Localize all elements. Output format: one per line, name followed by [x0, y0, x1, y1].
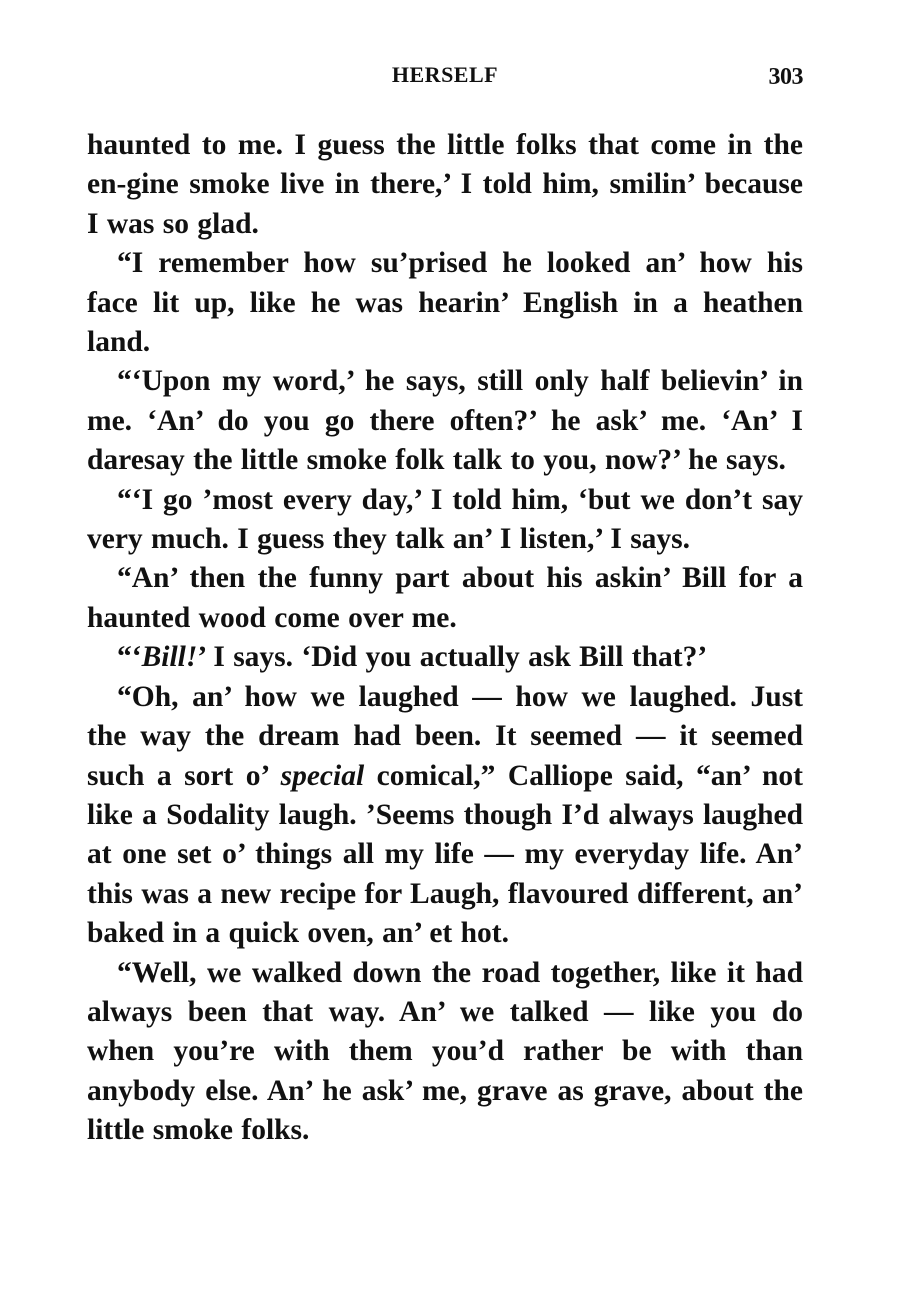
- paragraph-text: “‘I go ’most every day,’ I told him, ‘but we don’t say very much. I guess they talk an’ I listen,’ I says.: [87, 483, 803, 556]
- paragraph-text: comical,” Calliope said, “an’ not like a Sodality laugh. ’Seems though I’d always laughed at one set o’ things all my life — my everyday life. An’ this was a new recipe for Laugh, flavoured different, an’ baked in a quick oven, an’ et hot.: [87, 759, 803, 950]
- italic-text: Bill!: [141, 641, 198, 674]
- paragraph-text: “I remember how su’prised he looked an’ how his face lit up, like he was hearin’ English in a heathen land.: [87, 247, 803, 359]
- paragraph-text: haunted to me. I guess the little folks that come in the en-gine smoke live in there,’ I told him, smilin’ because I was so glad.: [87, 129, 803, 240]
- paragraph: [87, 481, 803, 560]
- paragraph-text: “An’ then the funny part about his askin’ Bill for a haunted wood come over me.: [87, 562, 803, 634]
- paragraph-text: ’ I says. ‘Did you actually ask Bill that?’: [197, 641, 708, 674]
- paragraph-text: “‘Upon my word,’ he says, still only half believin’ in me. ‘An’ do you go there often?’ he ask’ me. ‘An’ I daresay the little smoke folk talk to you, now?’ he says.: [87, 365, 803, 477]
- italic-text: special: [280, 759, 365, 792]
- paragraph: [87, 638, 803, 677]
- paragraph: [87, 678, 803, 954]
- running-head: [87, 62, 803, 96]
- page-number: 303: [768, 64, 803, 90]
- book-page: [87, 62, 803, 1151]
- body-text: [87, 126, 803, 1151]
- paragraph: [87, 126, 803, 244]
- paragraph-text: “Well, we walked down the road together, like it had always been that way. An’ we talked — like you do when you’re with them you’d rather be with than anybody else. An’ he ask’ me, grave as grave, about the little smoke folks.: [87, 956, 803, 1147]
- paragraph: [87, 244, 803, 362]
- paragraph-text: “‘: [117, 641, 142, 674]
- paragraph: [87, 559, 803, 638]
- paragraph: [87, 954, 803, 1151]
- paragraph-text: “Oh, an’ how we laughed — how we laughed. Just the way the dream had been. It seemed — it seemed such a sort o’: [87, 680, 803, 792]
- paragraph: [87, 362, 803, 480]
- running-title: HERSELF: [391, 62, 499, 87]
